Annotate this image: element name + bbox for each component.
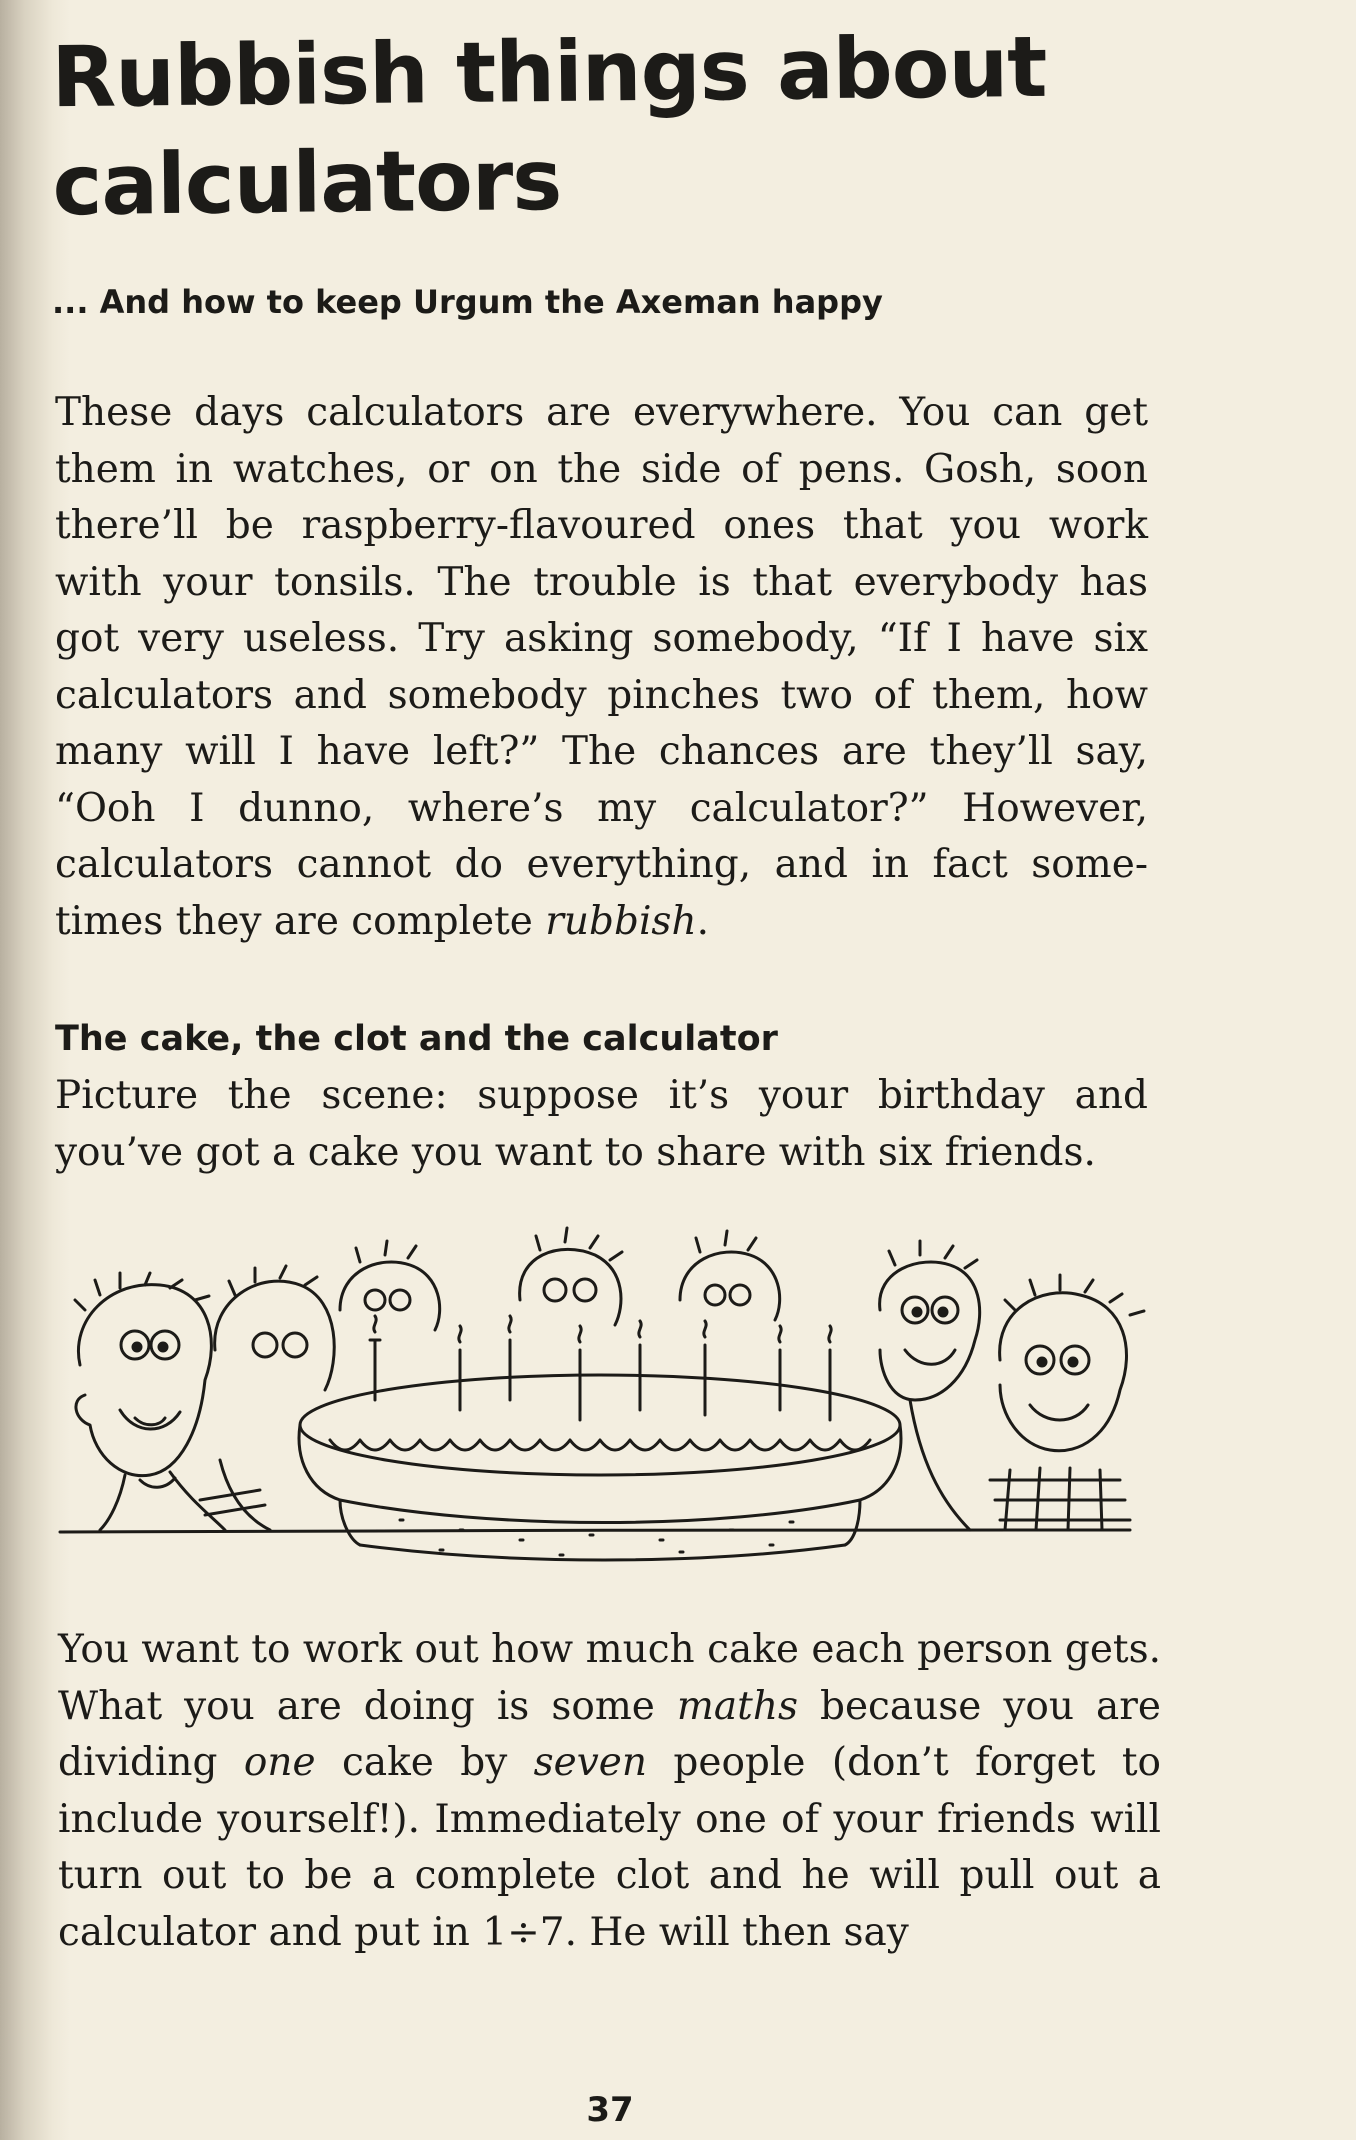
emphasis-seven: seven: [533, 1740, 647, 1785]
division-text-4: people (don’t forget to include yourself!). Immediately one of your friends will turn out to be a complete clot and he will pull out a calculator and put in 1÷7. He will then say: [58, 1740, 1161, 1955]
friends-back-row: [340, 1228, 780, 1330]
emphasis-one: one: [243, 1740, 316, 1785]
friend-left: [75, 1273, 225, 1530]
friend-far-right: [990, 1275, 1144, 1530]
division-text-2: because you are dividing: [58, 1683, 1161, 1785]
subtitle: ... And how to keep Urgum the Axeman happy: [52, 283, 883, 321]
division-paragraph: [58, 1622, 1161, 1961]
intro-paragraph: [55, 385, 1148, 950]
candles: [370, 1316, 831, 1420]
birthday-cake-illustration: [40, 1200, 1180, 1590]
division-text-1: You want to work out how much cake each person gets. What you are doing is some: [58, 1627, 1161, 1729]
scene-paragraph: Picture the scene: suppose it’s your birthday and you’ve got a cake you want to share with six friends.: [55, 1073, 1148, 1175]
friend-second: [200, 1266, 334, 1530]
section-heading: The cake, the clot and the calculator: [55, 1019, 778, 1059]
page-title: Rubbish things about calculators: [50, 17, 1047, 235]
division-text-3: cake by: [315, 1740, 534, 1785]
emphasis-maths: maths: [676, 1683, 798, 1729]
page-number: 37: [586, 2090, 634, 2130]
friend-right: [880, 1241, 980, 1530]
intro-text: These days calculators are everywhere. You can get them in watches, or on the side of pens. Gosh, soon there’ll be raspberry-flavoured ones that you work with your tonsils. The trouble is that everybody has got very useless. Try asking somebody, “If I have six calculators and somebody pinches two of them, how many will I have left?” The chances are they’ll say, “Ooh I dunno, where’s my calculator?” However, calculators cannot do everything, and in fact sometimes they are complete: [55, 390, 1148, 944]
intro-emphasis: rubbish: [545, 898, 697, 944]
intro-end: .: [696, 898, 709, 944]
